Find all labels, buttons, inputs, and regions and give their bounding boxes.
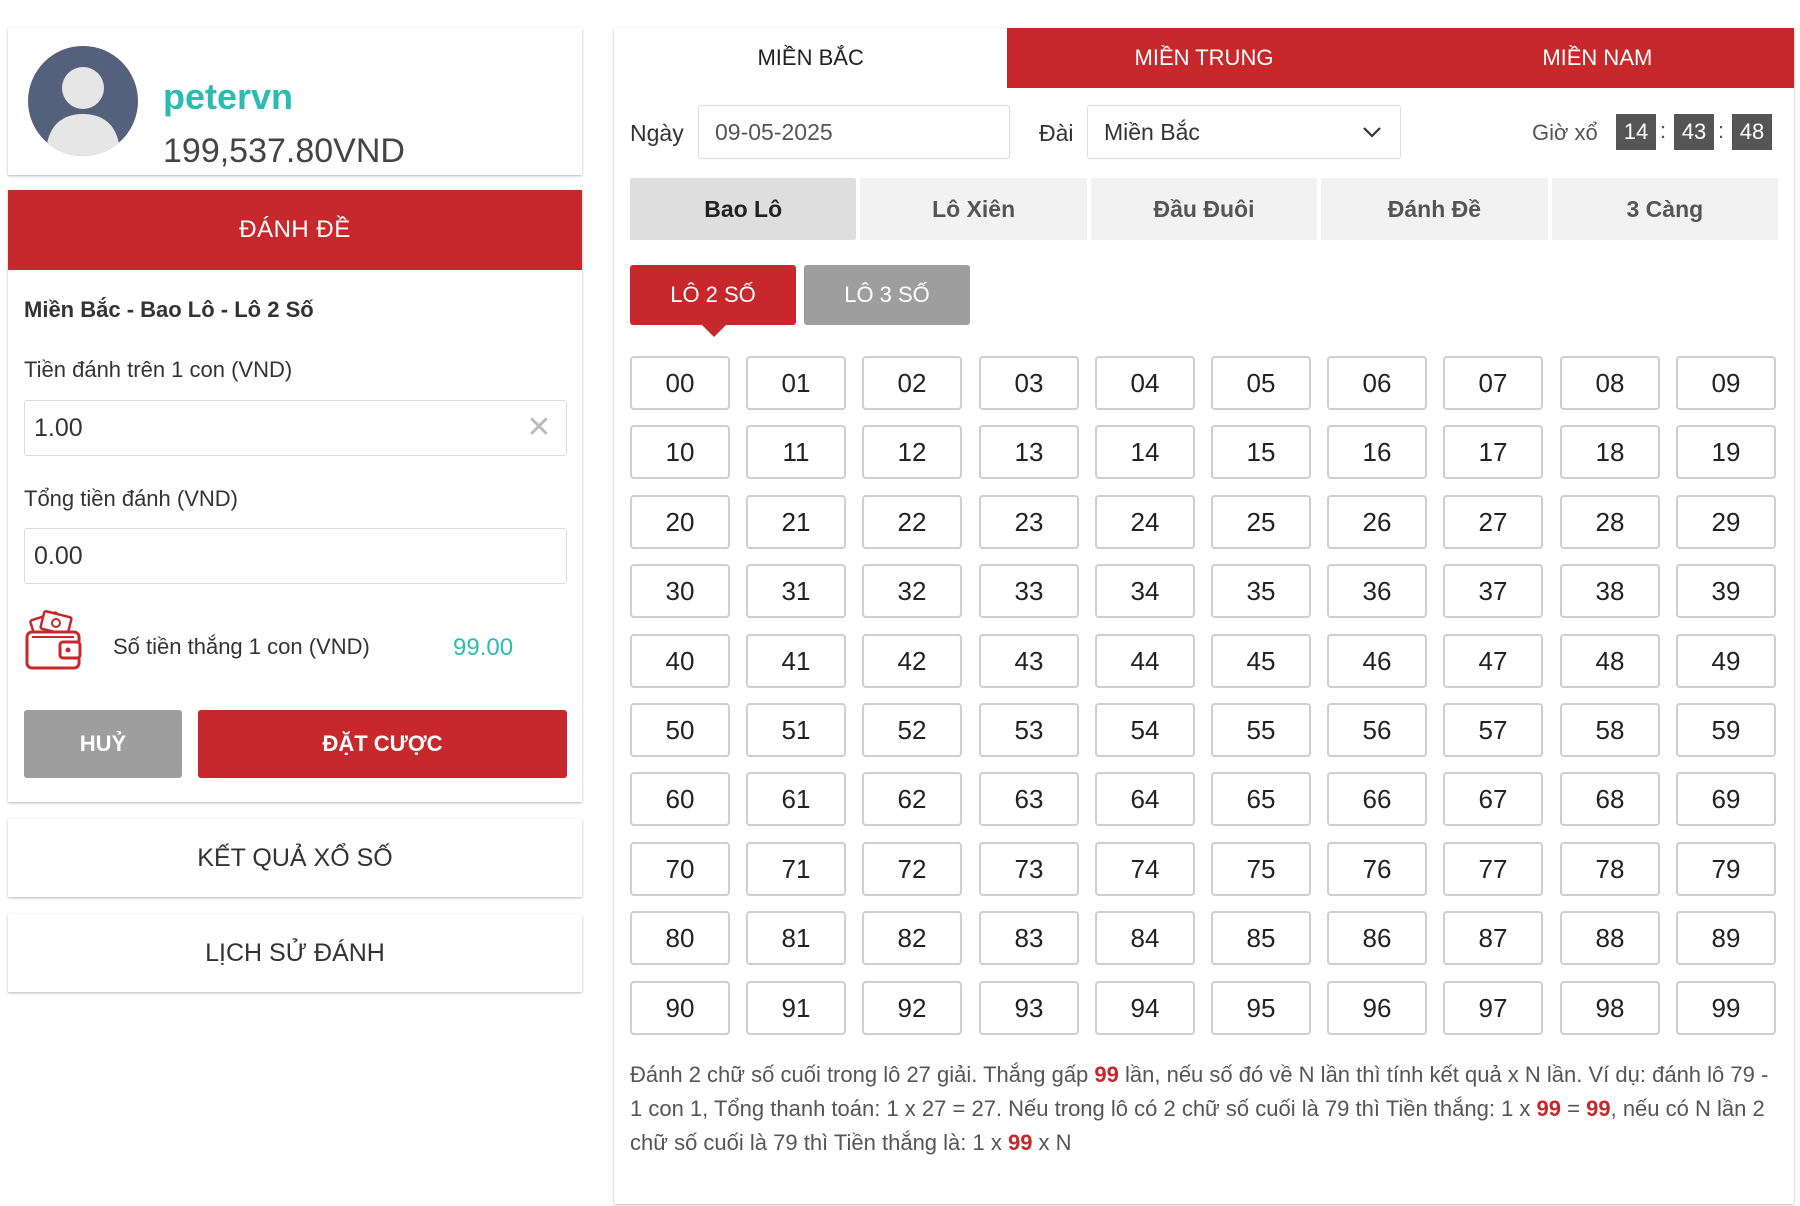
number-button[interactable]: 77: [1443, 842, 1543, 896]
rules-highlight: 99: [1586, 1096, 1611, 1121]
lottery-results-button[interactable]: KẾT QUẢ XỔ SỐ: [8, 819, 582, 897]
number-button[interactable]: 84: [1095, 911, 1195, 965]
bet-history-button[interactable]: LỊCH SỬ ĐÁNH: [8, 914, 582, 992]
number-button[interactable]: 67: [1443, 772, 1543, 826]
number-button[interactable]: 05: [1211, 356, 1311, 410]
number-button[interactable]: 26: [1327, 495, 1427, 549]
number-button[interactable]: 18: [1560, 425, 1660, 479]
draw-time-label: Giờ xổ: [1532, 120, 1598, 145]
number-button[interactable]: 61: [746, 772, 846, 826]
number-button[interactable]: 99: [1676, 981, 1776, 1035]
number-button[interactable]: 04: [1095, 356, 1195, 410]
tab-mien-trung[interactable]: MIỀN TRUNG: [1007, 28, 1400, 88]
total-input: [24, 528, 567, 584]
username: petervn: [163, 76, 294, 117]
bet-form-header: ĐÁNH ĐỀ: [8, 190, 582, 270]
rules-text-part: =: [1561, 1096, 1587, 1121]
number-button[interactable]: 75: [1211, 842, 1311, 896]
number-button[interactable]: 30: [630, 564, 730, 618]
number-button[interactable]: 08: [1560, 356, 1660, 410]
number-button[interactable]: 12: [862, 425, 962, 479]
number-button[interactable]: 80: [630, 911, 730, 965]
tab-lo-3-so[interactable]: LÔ 3 SỐ: [804, 265, 970, 325]
bet-type-tabs: [630, 178, 1778, 240]
region-tabs: [614, 28, 1794, 88]
active-tab-indicator: [701, 324, 727, 337]
number-button[interactable]: 40: [630, 634, 730, 688]
time-separator: :: [1718, 118, 1725, 143]
chevron-down-icon: [1360, 120, 1384, 144]
number-button[interactable]: 81: [746, 911, 846, 965]
number-button[interactable]: 24: [1095, 495, 1195, 549]
number-button[interactable]: 52: [862, 703, 962, 757]
number-button[interactable]: 02: [862, 356, 962, 410]
wallet-money-icon: [24, 610, 84, 672]
number-button[interactable]: 21: [746, 495, 846, 549]
time-separator: :: [1660, 118, 1667, 143]
tab-bao-lo[interactable]: Bao Lô: [630, 178, 856, 240]
place-bet-button[interactable]: ĐẶT CƯỢC: [198, 710, 567, 778]
number-button[interactable]: 15: [1211, 425, 1311, 479]
win-amount-label: Số tiền thắng 1 con (VND): [113, 634, 370, 659]
number-button[interactable]: 62: [862, 772, 962, 826]
number-button[interactable]: 46: [1327, 634, 1427, 688]
number-button[interactable]: 16: [1327, 425, 1427, 479]
rules-text-part: lần, nếu số đó về N lần thì tính kết quả x N lần. Ví dụ: đánh lô 79 - 1 con 1, Tổng thanh toán: 1 x 27 = 27. Nếu trong lô có 2 chữ số cuối là 79 thì Tiền thắng: 1 x: [630, 1062, 1769, 1121]
number-button[interactable]: 14: [1095, 425, 1195, 479]
number-button[interactable]: 87: [1443, 911, 1543, 965]
tab-mien-bac[interactable]: MIỀN BẮC: [614, 28, 1007, 88]
number-button[interactable]: 58: [1560, 703, 1660, 757]
number-button[interactable]: 51: [746, 703, 846, 757]
number-button[interactable]: 56: [1327, 703, 1427, 757]
date-input-value: 09-05-2025: [715, 118, 833, 145]
number-button[interactable]: 76: [1327, 842, 1427, 896]
number-button[interactable]: 53: [979, 703, 1079, 757]
number-button[interactable]: 28: [1560, 495, 1660, 549]
number-button[interactable]: 96: [1327, 981, 1427, 1035]
number-button[interactable]: 54: [1095, 703, 1195, 757]
account-balance: 199,537.80VND: [163, 132, 405, 170]
number-button[interactable]: 39: [1676, 564, 1776, 618]
number-button[interactable]: 20: [630, 495, 730, 549]
draw-time-hours: 14: [1616, 114, 1656, 150]
number-button[interactable]: 01: [746, 356, 846, 410]
number-button[interactable]: 47: [1443, 634, 1543, 688]
draw-time-minutes: 43: [1674, 114, 1714, 150]
number-button[interactable]: 00: [630, 356, 730, 410]
number-button[interactable]: 48: [1560, 634, 1660, 688]
stake-label: Tiền đánh trên 1 con (VND): [24, 357, 293, 382]
total-label: Tổng tiền đánh (VND): [24, 486, 238, 511]
number-button[interactable]: 79: [1676, 842, 1776, 896]
rules-description: [630, 1058, 1780, 1160]
number-button[interactable]: 11: [746, 425, 846, 479]
rules-text-part: Đánh 2 chữ số cuối trong lô 27 giải. Thắng gấp: [630, 1062, 1095, 1087]
number-button[interactable]: 78: [1560, 842, 1660, 896]
station-select-value: Miền Bắc: [1104, 118, 1200, 145]
number-button[interactable]: 71: [746, 842, 846, 896]
number-button[interactable]: 93: [979, 981, 1079, 1035]
number-button[interactable]: 97: [1443, 981, 1543, 1035]
number-button[interactable]: 32: [862, 564, 962, 618]
number-button[interactable]: 73: [979, 842, 1079, 896]
number-button[interactable]: 82: [862, 911, 962, 965]
cancel-button[interactable]: HUỶ: [24, 710, 182, 778]
station-label: Đài: [1039, 120, 1074, 146]
avatar: [28, 46, 138, 156]
number-button[interactable]: 90: [630, 981, 730, 1035]
number-button[interactable]: 49: [1676, 634, 1776, 688]
rules-text-part: x N: [1032, 1130, 1072, 1155]
total-input-value: 0.00: [34, 541, 83, 570]
number-button[interactable]: 13: [979, 425, 1079, 479]
date-input[interactable]: [698, 105, 1010, 159]
number-button[interactable]: 09: [1676, 356, 1776, 410]
tab-lo-xien[interactable]: Lô Xiên: [860, 178, 1086, 240]
number-button[interactable]: 83: [979, 911, 1079, 965]
tab-dau-duoi[interactable]: Đầu Đuôi: [1091, 178, 1317, 240]
date-label: Ngày: [630, 120, 684, 146]
number-button[interactable]: 70: [630, 842, 730, 896]
number-button[interactable]: 55: [1211, 703, 1311, 757]
number-button[interactable]: 60: [630, 772, 730, 826]
number-button[interactable]: 72: [862, 842, 962, 896]
profile-card: [8, 28, 582, 175]
number-button[interactable]: 68: [1560, 772, 1660, 826]
stake-input[interactable]: [24, 400, 567, 456]
number-button[interactable]: 88: [1560, 911, 1660, 965]
number-button[interactable]: 10: [630, 425, 730, 479]
win-amount-value: 99.00: [453, 634, 514, 661]
rules-highlight: 99: [1536, 1096, 1562, 1121]
number-button[interactable]: 92: [862, 981, 962, 1035]
number-button[interactable]: 38: [1560, 564, 1660, 618]
number-button[interactable]: 19: [1676, 425, 1776, 479]
number-button[interactable]: 22: [862, 495, 962, 549]
draw-time-seconds: 48: [1732, 114, 1772, 150]
number-button[interactable]: 89: [1676, 911, 1776, 965]
number-button[interactable]: 23: [979, 495, 1079, 549]
stake-input-value: 1.00: [34, 413, 83, 442]
number-button[interactable]: 36: [1327, 564, 1427, 618]
number-button[interactable]: 34: [1095, 564, 1195, 618]
number-button[interactable]: 85: [1211, 911, 1311, 965]
tab-3-cang[interactable]: 3 Càng: [1552, 178, 1778, 240]
number-button[interactable]: 98: [1560, 981, 1660, 1035]
number-button[interactable]: 64: [1095, 772, 1195, 826]
number-button[interactable]: 27: [1443, 495, 1543, 549]
number-button[interactable]: 06: [1327, 356, 1427, 410]
user-silhouette-icon: [28, 46, 138, 156]
number-button[interactable]: 57: [1443, 703, 1543, 757]
number-button[interactable]: 29: [1676, 495, 1776, 549]
number-button[interactable]: 17: [1443, 425, 1543, 479]
station-select[interactable]: [1087, 105, 1401, 159]
number-button[interactable]: 66: [1327, 772, 1427, 826]
number-button[interactable]: 74: [1095, 842, 1195, 896]
clear-icon[interactable]: ✕: [526, 411, 552, 444]
number-button[interactable]: 63: [979, 772, 1079, 826]
number-button[interactable]: 31: [746, 564, 846, 618]
tab-lo-2-so[interactable]: LÔ 2 SỐ: [630, 265, 796, 325]
number-button[interactable]: 07: [1443, 356, 1543, 410]
rules-text-part: , nếu có N lần 2 chữ số cuối là 79 thì Tiền thắng là: 1 x: [630, 1096, 1765, 1155]
rules-highlight: 99: [1007, 1130, 1033, 1155]
number-button[interactable]: 69: [1676, 772, 1776, 826]
number-button[interactable]: 37: [1443, 564, 1543, 618]
number-button[interactable]: 33: [979, 564, 1079, 618]
number-button[interactable]: 41: [746, 634, 846, 688]
number-button[interactable]: 44: [1095, 634, 1195, 688]
rules-highlight: 99: [1094, 1062, 1119, 1087]
number-button[interactable]: 91: [746, 981, 846, 1035]
bet-form: [8, 190, 582, 802]
number-button[interactable]: 86: [1327, 911, 1427, 965]
number-button[interactable]: 65: [1211, 772, 1311, 826]
number-button[interactable]: 42: [862, 634, 962, 688]
number-picker-panel: [614, 28, 1794, 1204]
number-button[interactable]: 35: [1211, 564, 1311, 618]
number-button[interactable]: 50: [630, 703, 730, 757]
number-button[interactable]: 59: [1676, 703, 1776, 757]
number-button[interactable]: 25: [1211, 495, 1311, 549]
number-button[interactable]: 43: [979, 634, 1079, 688]
number-button[interactable]: 45: [1211, 634, 1311, 688]
bet-selection-title: Miền Bắc - Bao Lô - Lô 2 Số: [24, 297, 314, 322]
number-button[interactable]: 03: [979, 356, 1079, 410]
tab-mien-nam[interactable]: MIỀN NAM: [1401, 28, 1794, 88]
number-button[interactable]: 94: [1095, 981, 1195, 1035]
number-button[interactable]: 95: [1211, 981, 1311, 1035]
tab-danh-de[interactable]: Đánh Đề: [1321, 178, 1547, 240]
